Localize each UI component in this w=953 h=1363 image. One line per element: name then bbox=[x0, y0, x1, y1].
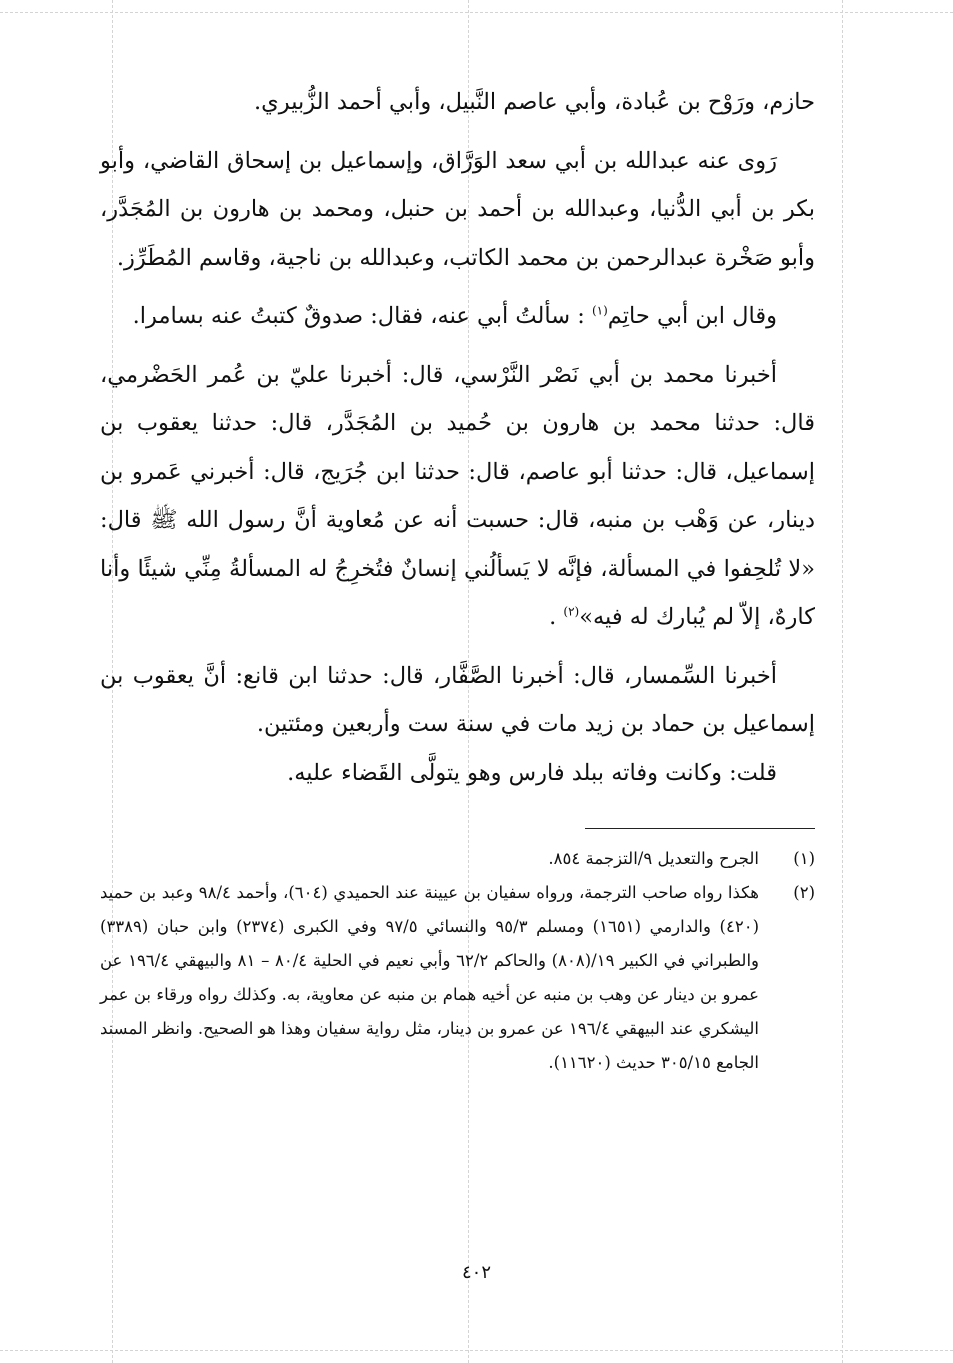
page-number: ٤٠٢ bbox=[461, 1262, 491, 1283]
paragraph: أخبرنا السِّمسار، قال: أخبرنا الصَّفَّار، قال: حدثنا ابن قانع: أنَّ يعقوب بن إسماعيل بن حماد بن زيد مات في سنة ست وأربعين ومئتين. bbox=[100, 662, 815, 737]
footnote bbox=[100, 876, 815, 1080]
paragraph bbox=[100, 351, 815, 642]
paragraph-text: أخبرنا محمد بن أبي نَصْر النَّرْسي، قال: أخبرنا عليّ بن عُمر الحَضْرمي، قال: حدثنا محمد بن هارون بن حُميد بن المُجَدَّر، قال: حدثنا يعقوب بن إسماعيل، قال: حدثنا أبو عاصم، قال: حدثنا ابن جُرَيج، قال: أخبرني عَمرو بن دينار، عن وَهْب بن منبه، قال: حسبت أنه عن مُعاوية أنَّ رسول الله ﷺ قال: «لا تُلحِفوا في المسألة، فإنَّه لا يَسألُني إنسانٌ فتُخرِجُ له المسألةُ مِنِّي شيئًا وأنا كارهٌ، إلاّ لم يُبارك له فيه» bbox=[100, 361, 815, 630]
scan-guide-line bbox=[0, 12, 953, 13]
scan-guide-line bbox=[842, 0, 843, 1363]
footnote-text: الجرح والتعديل ٩/التزجمة ٨٥٤. bbox=[548, 849, 759, 868]
scan-guide-line bbox=[0, 1350, 953, 1351]
footnote-ref[interactable]: (١) bbox=[591, 303, 608, 318]
footnote-ref[interactable]: (٢) bbox=[563, 604, 580, 619]
paragraph-text: وقال ابن أبي حاتِم bbox=[607, 303, 777, 329]
paragraph bbox=[100, 292, 815, 341]
footnotes bbox=[100, 842, 815, 1080]
footnote-separator bbox=[585, 828, 815, 829]
footnote-number: (٢) bbox=[793, 883, 815, 902]
paragraph-text: . bbox=[549, 604, 564, 630]
paragraph: قلت: وكانت وفاته ببلد فارس وهو يتولَّى القَضاء عليه. bbox=[287, 759, 777, 786]
footnote-number: (١) bbox=[793, 849, 815, 868]
paragraph: رَوى عنه عبدالله بن أبي سعد الوَرَّاق، وإسماعيل بن إسحاق القاضي، وأبو بكر بن أبي الدُّنيا، وعبدالله بن أحمد بن حنبل، ومحمد بن هارون بن المُجَدَّر، وأبو صَخْرة عبدالرحمن بن محمد الكاتب، وعبدالله بن ناجية، وقاسم المُطَرِّز. bbox=[100, 147, 815, 271]
paragraph: حازم، ورَوْح بن عُبادة، وأبي عاصم النَّبيل، وأبي أحمد الزُّبيري. bbox=[254, 89, 815, 115]
footnote bbox=[100, 842, 815, 876]
main-text bbox=[100, 78, 815, 797]
footnote-text: هكذا رواه صاحب الترجمة، ورواه سفيان بن عيينة عند الحميدي (٦٠٤)، وأحمد ٩٨/٤ وعبد بن حميد (٤٢٠) والدارمي (١٦٥١) ومسلم ٩٥/٣ والنسائي ٩٧/٥ وفي الكبرى (٢٣٧٤) وابن حبان (٣٣٨٩) والطبراني في الكبير ١٩/(٨٠٨) والحاكم ٦٢/٢ وأبي نعيم في الحلية ٨٠/٤ – ٨١ والبيهقي ١٩٦/٤ عن عمرو بن دينار عن وهب بن منبه عن أخيه همام بن منبه عن معاوية، به. وكذلك رواه ورقاء بن عمر اليشكري عند البيهقي ١٩٦/٤ عن عمرو بن دينار، مثل رواية سفيان وهذا هو الصحيح. وانظر المسند الجامع ٣٠٥/١٥ حديث (١١٦٢٠). bbox=[100, 883, 760, 1072]
paragraph-text: : سألتُ أبي عنه، فقال: صدوقٌ كتبتُ عنه بسامرا. bbox=[132, 303, 585, 329]
